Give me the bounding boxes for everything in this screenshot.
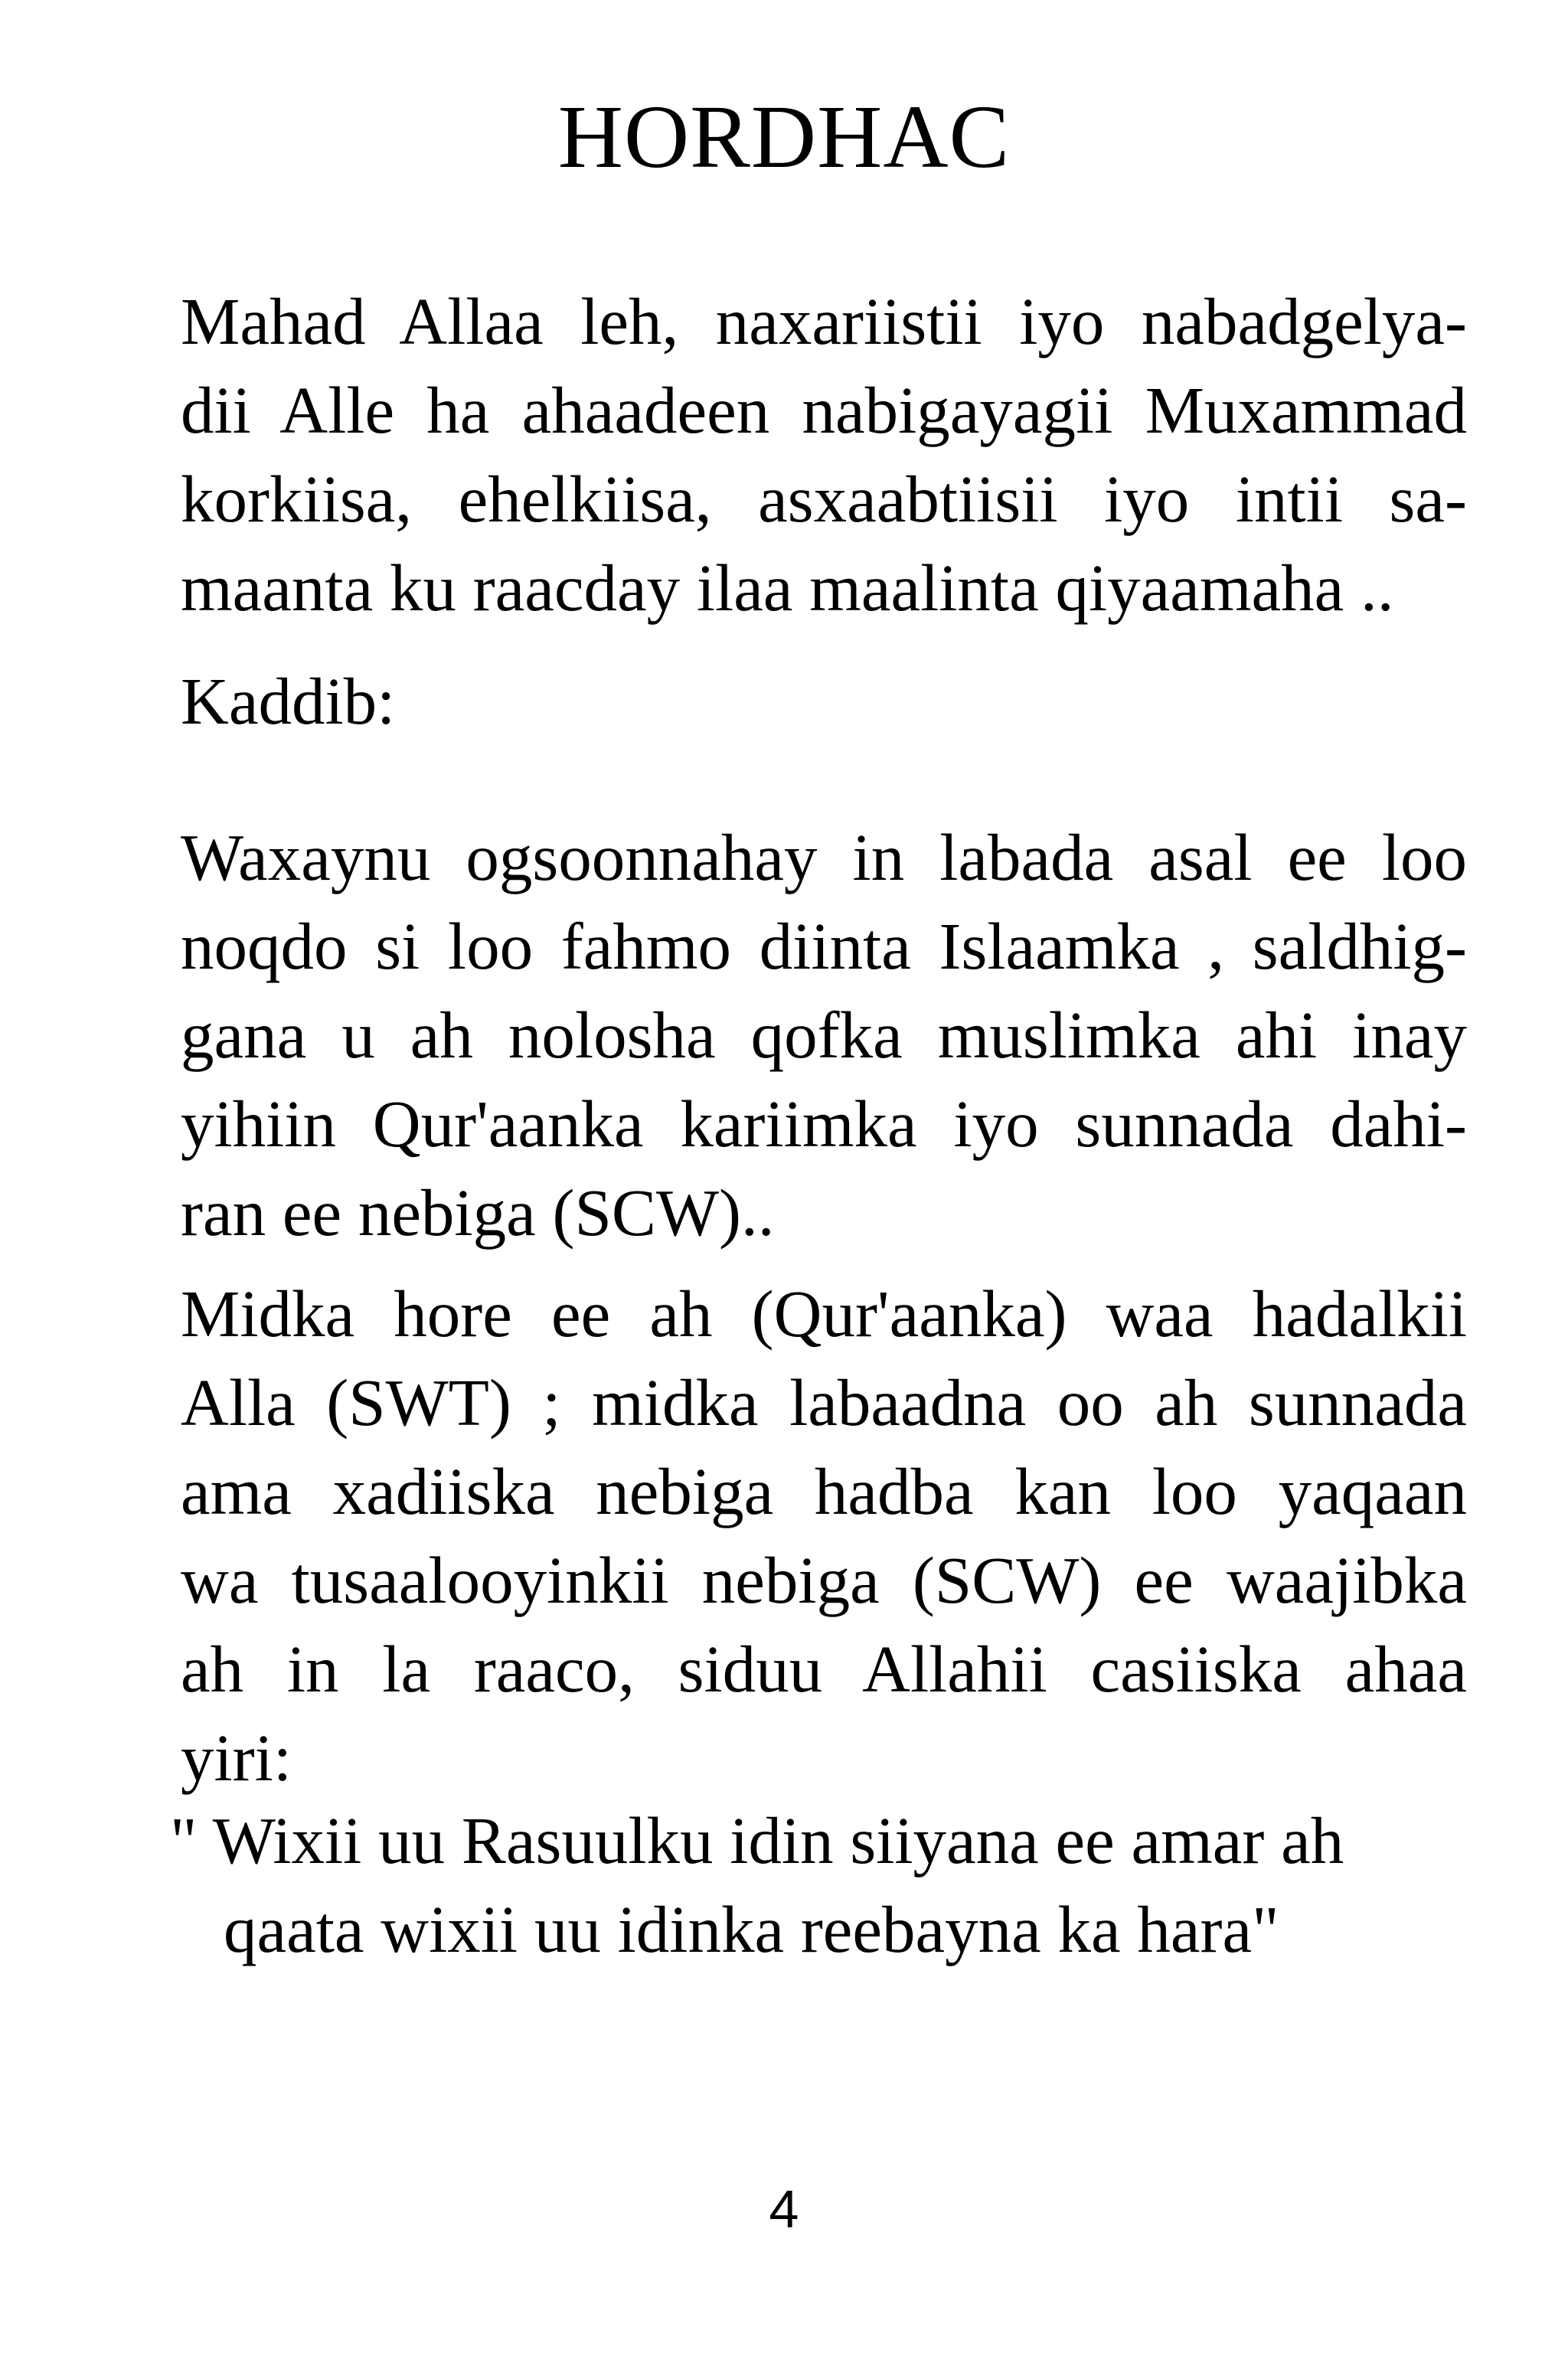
- paragraph-line: gana u ah nolosha qofka muslimka ahi inay: [181, 998, 1467, 1072]
- paragraph-line: noqdo si loo fahmo diinta Islaamka , saldhig-: [181, 909, 1467, 983]
- paragraph-line: yiri:: [181, 1721, 292, 1795]
- paragraph-two-sources: [181, 813, 1467, 1257]
- paragraph-line: Waxaynu ogsoonnahay in labada asal ee loo: [181, 820, 1467, 894]
- quote-block: [170, 1796, 1472, 1974]
- paragraph-line: maanta ku raacday ilaa maalinta qiyaamaha ..: [181, 551, 1394, 625]
- paragraph-opening: [181, 277, 1467, 632]
- paragraph-line: ama xadiiska nebiga hadba kan loo yaqaan: [181, 1454, 1467, 1528]
- page-number: 4: [769, 2179, 799, 2239]
- paragraph-line: dii Alle ha ahaadeen nabigayagii Muxammad: [181, 373, 1467, 447]
- paragraph-first-second: [181, 1270, 1467, 1802]
- paragraph-line: yihiin Qur'aanka kariimka iyo sunnada dahi-: [181, 1087, 1467, 1161]
- paragraph-line: korkiisa, ehelkiisa, asxaabtiisii iyo intii sa-: [181, 462, 1467, 536]
- paragraph-kaddib: [181, 657, 1467, 746]
- paragraph-line: Alla (SWT) ; midka labaadna oo ah sunnada: [181, 1365, 1467, 1440]
- page-title: HORDHAC: [557, 87, 1011, 187]
- paragraph-line: wa tusaalooyinkii nebiga (SCW) ee waajibka: [181, 1543, 1467, 1617]
- paragraph-line: Midka hore ee ah (Qur'aanka) waa hadalkii: [181, 1276, 1467, 1351]
- paragraph-line: ah in la raaco, siduu Allahii casiiska ahaa: [181, 1632, 1467, 1706]
- paragraph-line: Kaddib:: [181, 664, 396, 738]
- quote-line: " Wixii uu Rasuulku idin siiyana ee amar ah: [170, 1803, 1344, 1878]
- quote-line: qaata wixii uu idinka reebayna ka hara": [224, 1892, 1279, 1966]
- paragraph-line: Mahad Allaa leh, naxariistii iyo nabadgelya-: [181, 284, 1467, 358]
- paragraph-line: ran ee nebiga (SCW)..: [181, 1175, 775, 1250]
